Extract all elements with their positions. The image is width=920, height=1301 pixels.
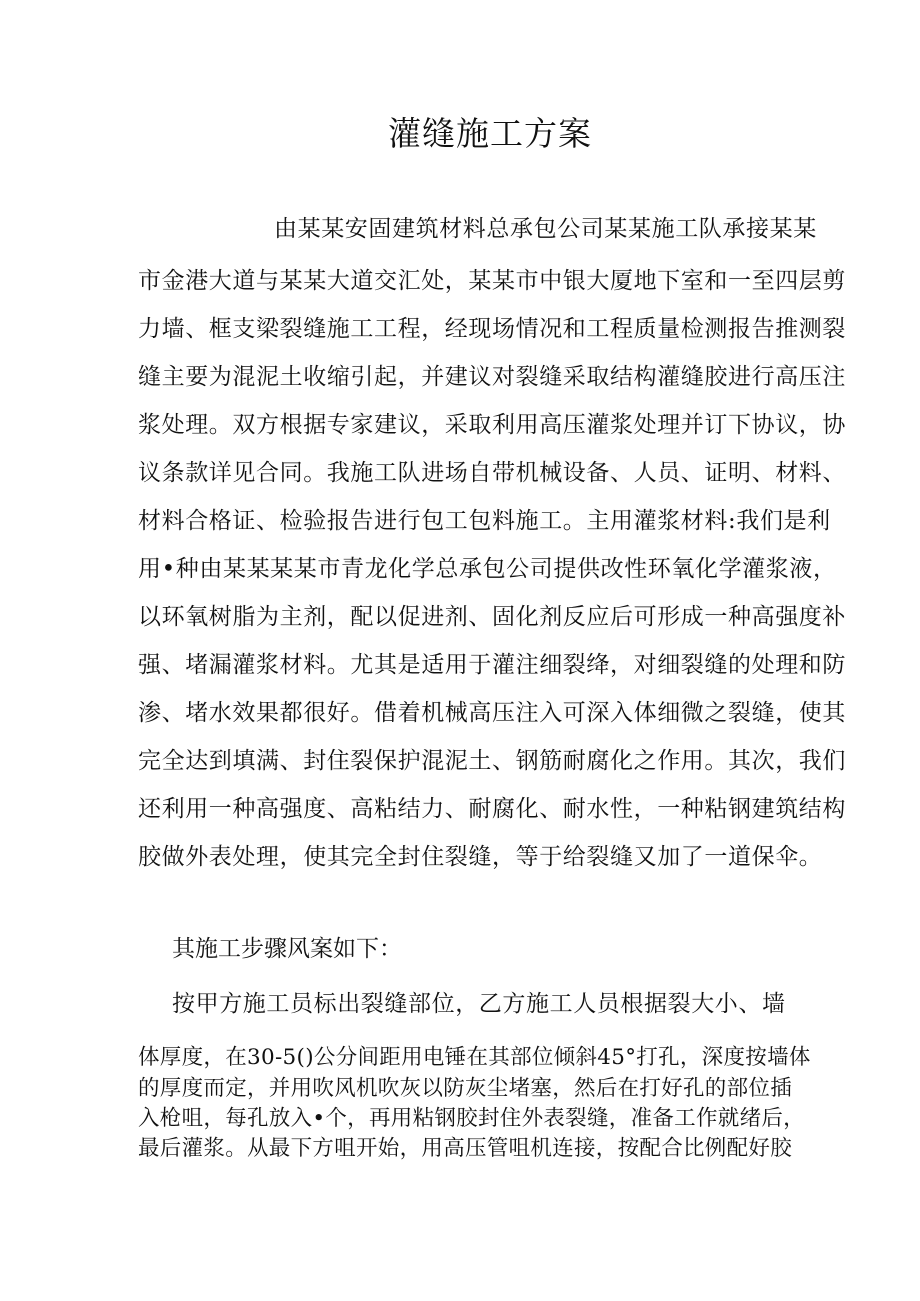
paragraph-line: 浆处理。双方根据专家建议，采取利用高压灌浆处理并订下协议，协 [138, 412, 846, 438]
paragraph-line: 由某某安固建筑材料总承包公司某某施工队承接某某 [274, 216, 817, 242]
paragraph-line: 渗、堵水效果都很好。借着机械高压注入可深入体细微之裂缝，使其 [138, 700, 846, 726]
paragraph-line: 以环氧树脂为主剂，配以促进剂、固化剂反应后可形成一种高强度补 [138, 604, 846, 630]
paragraph-line: 材料合格证、检验报告进行包工包料施工。主用灌浆材料:我们是利 [138, 508, 831, 534]
paragraph-line: 用•种由某某某某市青龙化学总承包公司提供改性环氧化学灌浆液， [138, 556, 837, 582]
paragraph-line: 入枪咀，每孔放入•个，再用粘钢胶封住外表裂缝，准备工作就绪后， [138, 1106, 805, 1131]
paragraph-line: 体厚度，在30-5()公分间距用电锤在其部位倾斜45°打孔，深度按墙体 [138, 1045, 811, 1070]
document-title: 灌缝施工方案 [388, 114, 592, 153]
paragraph-line: 最后灌浆。从最下方咀开始，用高压管咀机连接，按配合比例配好胶 [138, 1136, 793, 1161]
steps-heading: 其施工步骤风案如下： [172, 936, 402, 962]
paragraph-line: 力墙、框支梁裂缝施工工程，经现场情况和工程质量检测报告推测裂 [138, 316, 846, 342]
paragraph-line: 议条款详见合同。我施工队进场自带机械设备、人员、证明、材料、 [138, 460, 846, 486]
paragraph-line: 市金港大道与某某大道交汇处，某某市中银大厦地下室和一至四层剪 [138, 268, 846, 294]
paragraph-line: 胶做外表处理，使其完全封住裂缝，等于给裂缝又加了一道保伞。 [138, 844, 823, 870]
paragraph-line: 完全达到填满、封住裂保护混泥土、钢筋耐腐化之作用。其次，我们 [138, 748, 846, 774]
paragraph-line: 缝主要为混泥土收缩引起，并建议对裂缝采取结构灌缝胶进行高压注 [138, 364, 846, 390]
paragraph-line: 强、堵漏灌浆材料。尤其是适用于灌注细裂绛，对细裂缝的处理和防 [138, 652, 846, 678]
steps-intro-line: 按甲方施工员标出裂缝部位，乙方施工人员根据裂大小、墙 [172, 991, 786, 1017]
paragraph-line: 的厚度而定，并用吹风机吹灰以防灰尘堵塞，然后在打好孔的部位插 [138, 1076, 793, 1101]
paragraph-line: 还利用一种高强度、高粘结力、耐腐化、耐水性，一种粘钢建筑结构 [138, 796, 846, 822]
